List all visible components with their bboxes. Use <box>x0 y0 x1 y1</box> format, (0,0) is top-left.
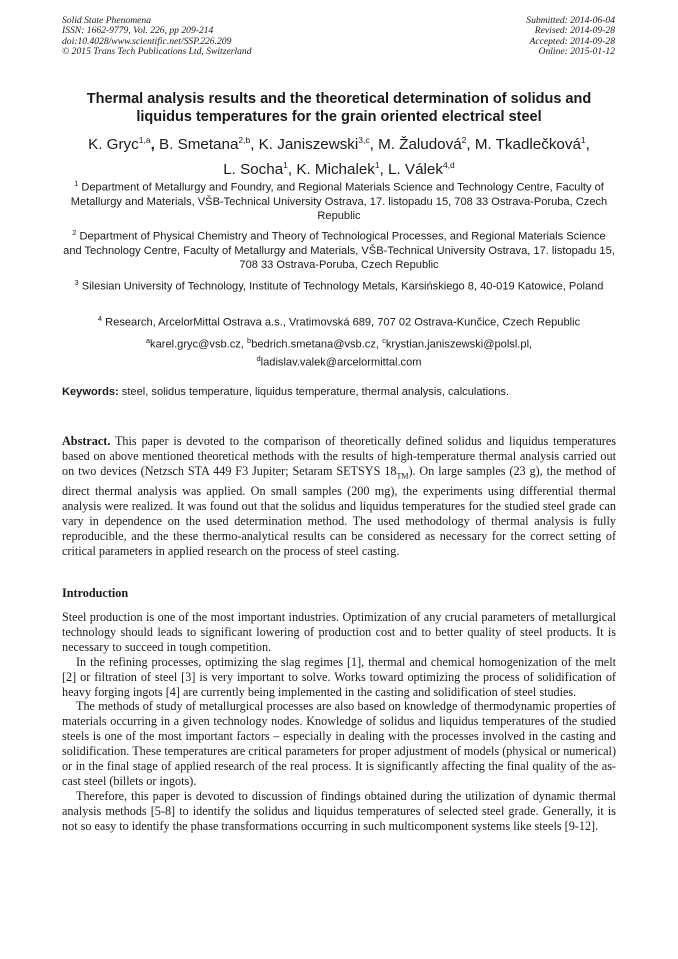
author: B. Smetana$^{2,b}$ <box>159 135 251 154</box>
journal-name: Solid State Phenomena <box>62 15 151 26</box>
affiliation: $^1$ Department of Metallurgy and Foundry, and Regional Materials Science and Technology Centre, Faculty of Metallurgy and Materials, VŠB-Technical University Ostrava, 17. listopadu 15, 708 33 Ostrava-Poruba, Czech Republic <box>70 179 608 223</box>
introduction-body <box>62 610 616 834</box>
author-list: K. Gryc$^{1,a}$, B. Smetana$^{2,b}$, K. Janiszewski$^{3,c}$, M. Žaludová$^2$, M. Tkadlečková$^1$, L. Socha$^1$, K. Michalek$^1$, L. Válek$^{4,d}$ <box>88 135 590 179</box>
revised-date: Revised: 2014-09-28 <box>534 25 615 37</box>
copyright-line: © 2015 Trans Tech Publications Ltd, Switzerland <box>62 45 252 57</box>
issn-line: ISSN: 1662-9779, Vol. 226, pp 209-214 <box>62 25 214 37</box>
author: K. Michalek$^1$ <box>296 160 380 179</box>
email-link[interactable]: krystian.janiszewski@polsl.pl <box>385 338 530 351</box>
paragraph: Therefore, this paper is devoted to discussion of findings obtained during the utilization of dynamic thermal analysis methods [5-8] to identify the solidus and liquidus temperatures of selected steel grade. Generally, it is not so easy to identify the phase transformations occurring in such multicomponent systems like steels [9-12]. <box>62 788 616 833</box>
author: L. Válek$^{4,d}$ <box>388 160 455 179</box>
author: M. Tkadlečková$^1$ <box>474 135 586 154</box>
paragraph: Steel production is one of the most important industries. Optimization of any crucial parameters of metallurgical technology should leads to significant lowering of production cost and to better quality of steel products. It is necessary to succeed in tough competition. <box>62 610 616 654</box>
paper-title: Thermal analysis results and the theoretical determination of solidus and liquidus temperatures for the grain oriented electrical steel <box>86 91 592 125</box>
email-link[interactable]: bedrich.smetana@vsb.cz <box>251 338 376 351</box>
affiliation: $^4$ Research, ArcelorMittal Ostrava a.s., Vratimovská 689, 707 02 Ostrava-Kunčice, Czech Republic <box>97 314 581 329</box>
publication-dates <box>526 16 615 57</box>
keywords <box>62 385 616 399</box>
paragraph: In the refining processes, optimizing the slag regimes [1], thermal and chemical homogenization of the melt [2] or filtration of steel [3] is very important to solve. Works toward optimizing the process of solidification of heavy forging ingots [4] are currently being implemented in the casting and solidification of steel studies. <box>62 654 616 699</box>
submitted-date: Submitted: 2014-06-04 <box>526 15 615 26</box>
email-link[interactable]: ladislav.valek@arcelormittal.com <box>260 356 422 369</box>
author: K. Janiszewski$^{3,c}$ <box>258 135 370 154</box>
journal-info <box>62 16 252 57</box>
abstract: Abstract. This paper is devoted to the comparison of theoretically defined solidus and liquidus temperatures based on above mentioned theoretical methods with the results of high-temperature thermal analysis carried out on two devices (Netzsch STA 449 F3 Jupiter; Setaram SETSYS $18_{TM}$). On large samples (23 g), the method of direct thermal analysis was applied. On small samples (200 mg), the experiments using differential thermal analysis were realized. It was found out that the solidus and liquidus temperatures for the studied steel grade can vary in dependence on the used determination method. The used methodology of thermal analysis is fully reproducible, and the these thermo-analytical results can be considered as necessary for the correct setting of critical parameters in applied research on the process of steel casting. <box>62 434 616 558</box>
paragraph: The methods of study of metallurgical processes are also based on knowledge of thermodynamic properties of materials occurring in a given technology nodes. Knowledge of solidus and liquidus temperatures of the studied steels is one of the most important factors – especially in dealing with the processes involved in the casting and solidification. These temperatures are critical parameters for proper adjustment of models (physical or numerical) or in the final stage of applied research of the real process. It is significantly affecting the final quality of the as-cast steel (billets or ingots). <box>62 699 616 788</box>
doi-line: doi:10.4028/www.scientific.net/SSP.226.209 <box>62 35 232 47</box>
keywords-text: steel, solidus temperature, liquidus temperature, thermal analysis, calculations. <box>118 386 510 398</box>
author-emails: $^a$karel.gryc@vsb.cz, $^b$bedrich.smetana@vsb.cz, $^c$krystian.janiszewski@polsl.pl, $^d$ladislav.valek@arcelormittal.com <box>145 336 533 369</box>
email-link[interactable]: karel.gryc@vsb.cz <box>150 338 241 351</box>
keywords-label: Keywords: <box>62 386 119 398</box>
section-heading: Introduction <box>62 586 129 600</box>
author: M. Žaludová$^2$ <box>378 135 467 154</box>
affiliation: $^3$ Silesian University of Technology, Institute of Technology Metals, Karsińskiego 8, 40-019 Katowice, Poland <box>74 278 604 293</box>
author: L. Socha$^1$ <box>223 160 288 179</box>
affiliation: $^2$ Department of Physical Chemistry and Theory of Technological Processes, and Regional Materials Science and Technology Centre, Faculty of Metallurgy and Materials, VŠB-Technical University Ostrava, 17. listopadu 15, 708 33 Ostrava-Poruba, Czech Republic <box>63 228 615 272</box>
online-date: Online: 2015-01-12 <box>538 45 615 57</box>
accepted-date: Accepted: 2014-09-28 <box>529 35 615 47</box>
author: K. Gryc$^{1,a}$ <box>88 135 151 154</box>
abstract-label: Abstract. <box>62 434 111 448</box>
